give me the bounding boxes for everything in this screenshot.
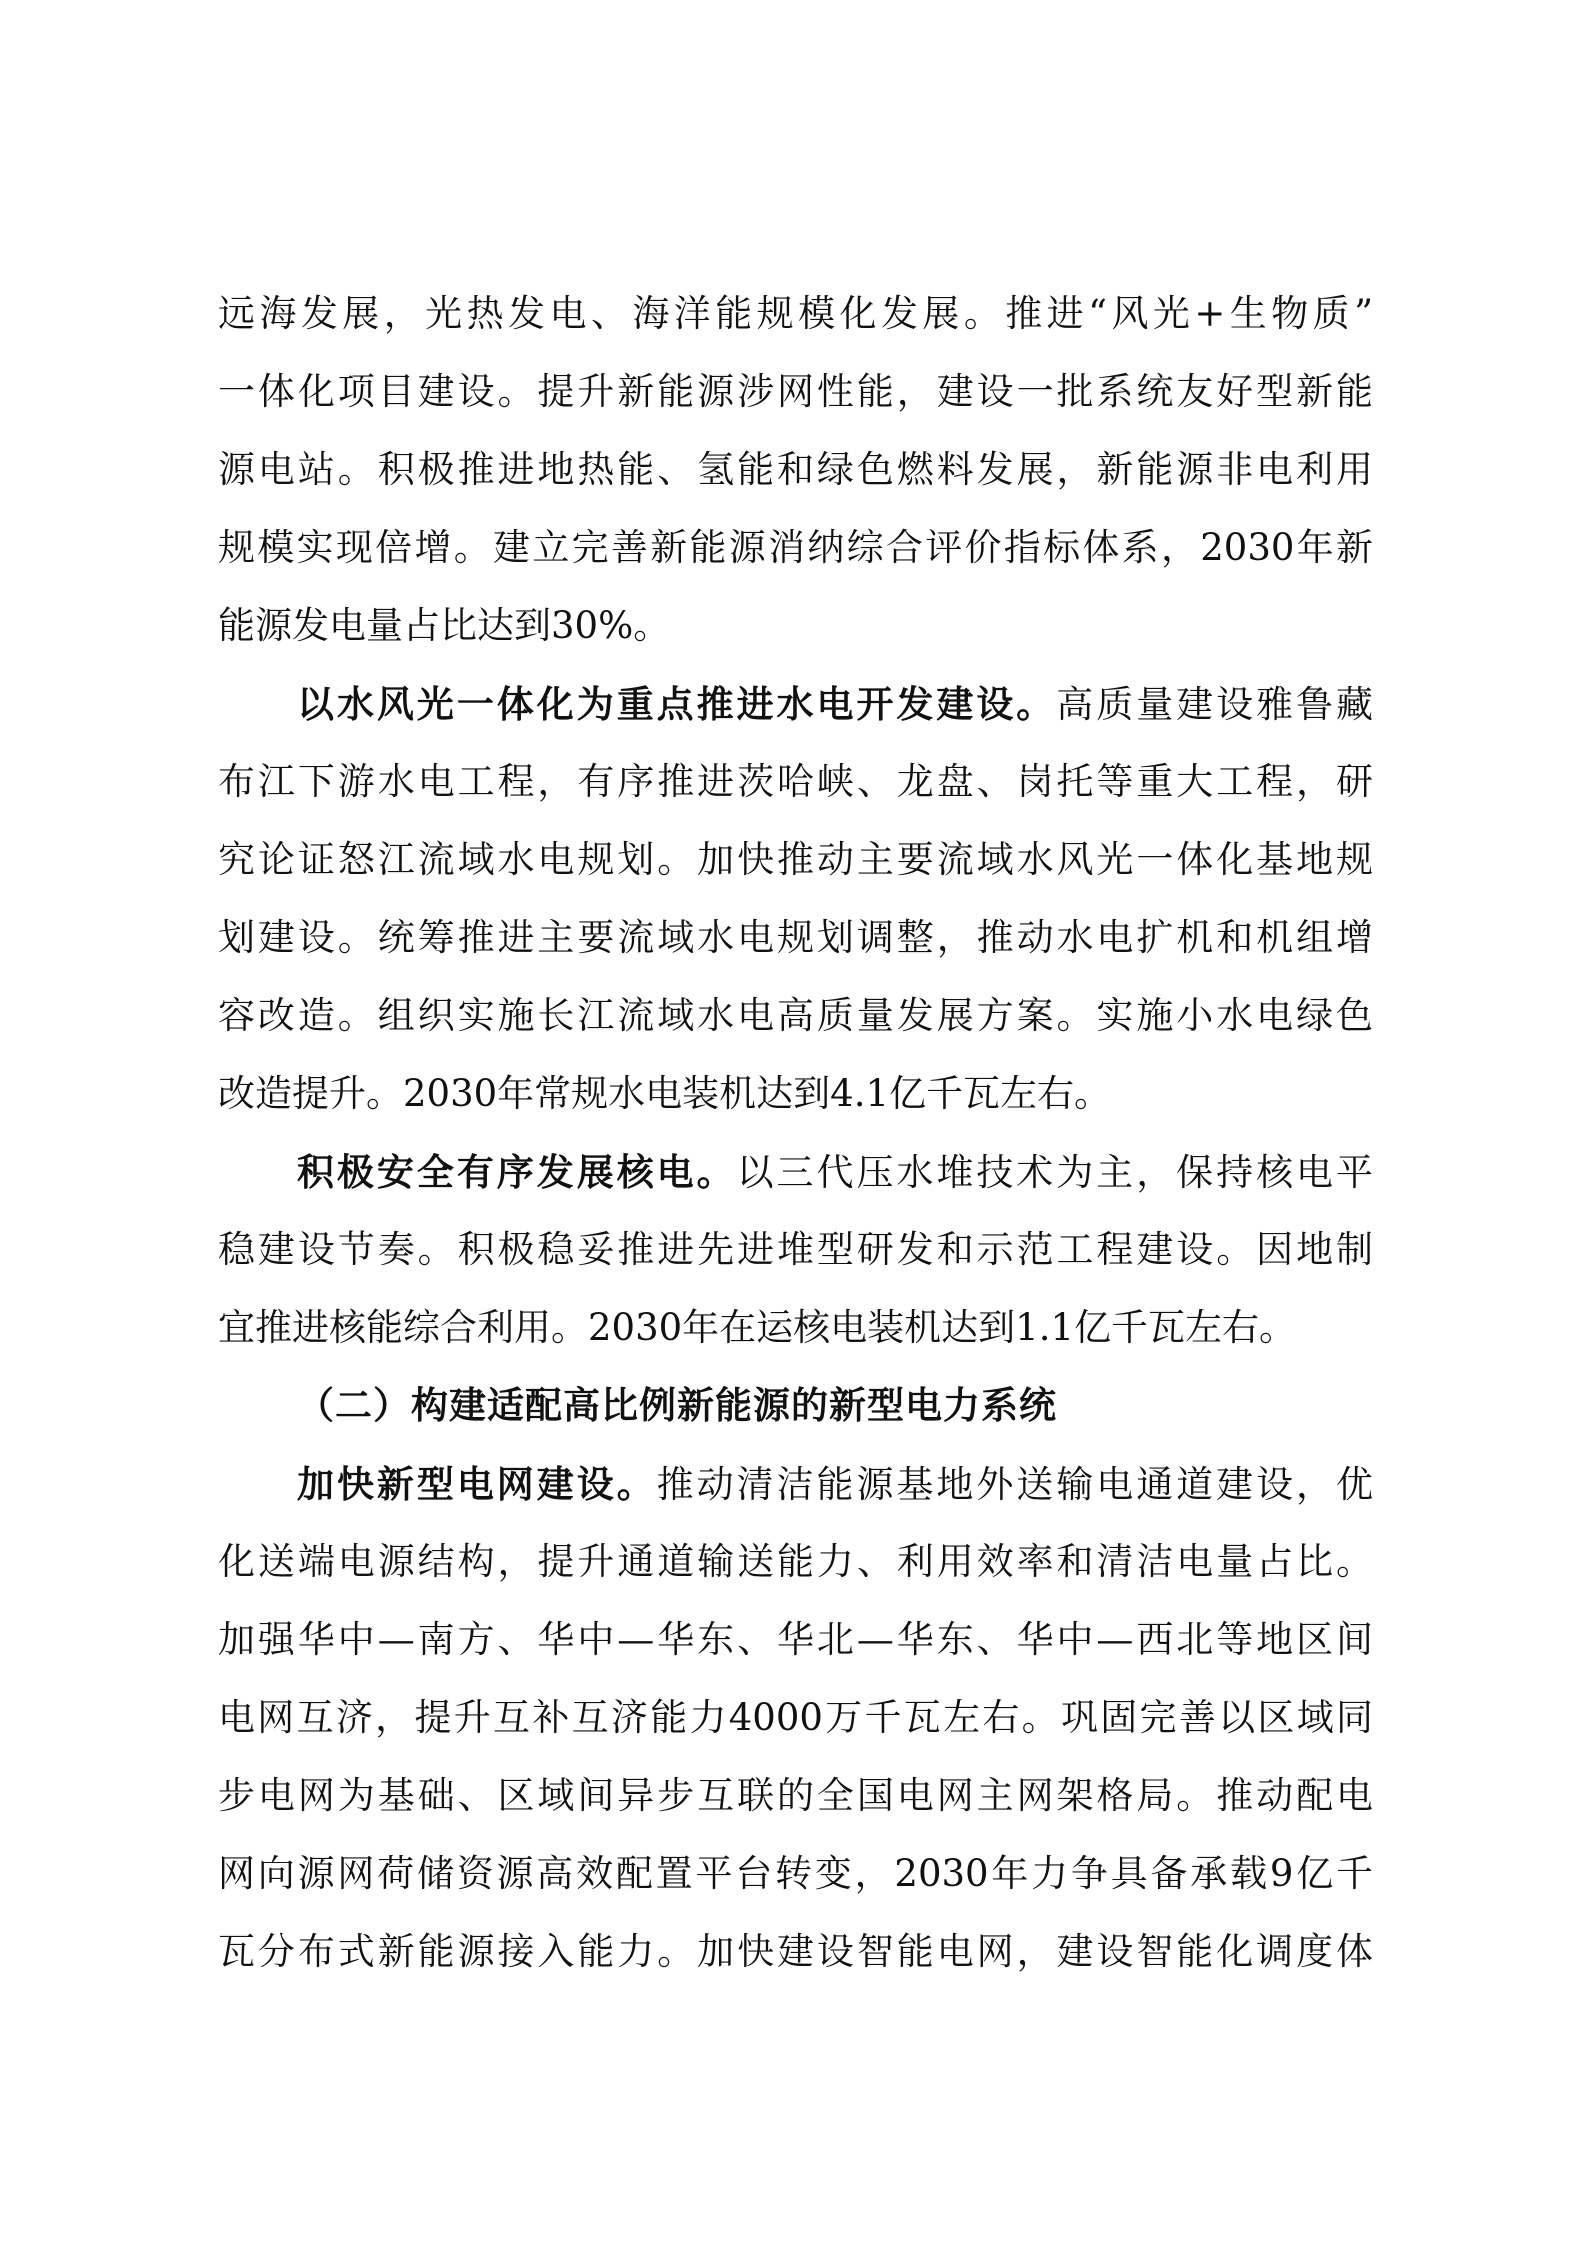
section-heading-text: （二）构建适配高比例新能源的新型电力系统 [297, 1384, 1057, 1427]
line-text: 高质量建设雅鲁藏 [1056, 683, 1374, 726]
paragraph-line [218, 1211, 1373, 1289]
document-body [218, 275, 1373, 1991]
paragraph-line [218, 1055, 1373, 1133]
line-text: 电网互济，提升互补互济能力4000万千瓦左右。巩固完善以区域同 [218, 1696, 1373, 1739]
line-text: 以三代压水堆技术为主，保持核电平 [736, 1151, 1374, 1194]
line-text: 宜推进核能综合利用。2030年在运核电装机达到1.1亿千瓦左右。 [218, 1306, 1297, 1349]
line-text: 规模实现倍增。建立完善新能源消纳综合评价指标体系，2030年新 [218, 526, 1373, 569]
line-text: 稳建设节奏。积极稳妥推进先进堆型研发和示范工程建设。因地制 [218, 1228, 1373, 1271]
paragraph-line [218, 743, 1373, 821]
line-text: 推动清洁能源基地外送输电通道建设，优 [656, 1463, 1374, 1506]
paragraph-line [218, 1757, 1373, 1835]
paragraph-first-line [218, 1445, 1373, 1523]
paragraph-line [218, 353, 1373, 431]
paragraph-line [218, 1601, 1373, 1679]
paragraph-line [218, 1835, 1373, 1913]
paragraph-line [218, 1289, 1373, 1367]
line-text: 步电网为基础、区域间异步互联的全国电网主网架格局。推动配电 [218, 1774, 1373, 1817]
line-text: 远海发展，光热发电、海洋能规模化发展。推进“风光+生物质” [218, 292, 1373, 335]
paragraph-line [218, 431, 1373, 509]
paragraph-line [218, 1523, 1373, 1601]
line-text: 加强华中—南方、华中—华东、华北—华东、华中—西北等地区间 [218, 1618, 1373, 1661]
paragraph-first-line [218, 1133, 1373, 1211]
line-text: 瓦分布式新能源接入能力。加快建设智能电网，建设智能化调度体 [218, 1930, 1373, 1973]
line-text: 源电站。积极推进地热能、氢能和绿色燃料发展，新能源非电利用 [218, 448, 1373, 491]
paragraph-line [218, 1679, 1373, 1757]
paragraph-lead-bold: 以水风光一体化为重点推进水电开发建设。 [297, 682, 1057, 726]
paragraph-line [218, 509, 1373, 587]
paragraph-line [218, 275, 1373, 353]
line-text: 究论证怒江流域水电规划。加快推动主要流域水风光一体化基地规 [218, 838, 1373, 881]
line-text: 一体化项目建设。提升新能源涉网性能，建设一批系统友好型新能 [218, 370, 1373, 413]
paragraph-line [218, 977, 1373, 1055]
paragraph-line [218, 821, 1373, 899]
section-heading [218, 1367, 1373, 1445]
line-text: 网向源网荷储资源高效配置平台转变，2030年力争具备承载9亿千 [218, 1852, 1373, 1895]
line-text: 改造提升。2030年常规水电装机达到4.1亿千瓦左右。 [218, 1072, 1112, 1115]
paragraph-lead-bold: 加快新型电网建设。 [297, 1462, 657, 1506]
line-text: 划建设。统筹推进主要流域水电规划调整，推动水电扩机和机组增 [218, 916, 1373, 959]
line-text: 能源发电量占比达到30%。 [218, 604, 671, 647]
line-text: 化送端电源结构，提升通道输送能力、利用效率和清洁电量占比。 [218, 1540, 1373, 1583]
line-text: 布江下游水电工程，有序推进茨哈峡、龙盘、岗托等重大工程，研 [218, 760, 1373, 803]
paragraph-line [218, 1913, 1373, 1991]
paragraph-lead-bold: 积极安全有序发展核电。 [297, 1150, 737, 1194]
paragraph-line [218, 899, 1373, 977]
line-text: 容改造。组织实施长江流域水电高质量发展方案。实施小水电绿色 [218, 994, 1373, 1037]
paragraph-first-line [218, 665, 1373, 743]
paragraph-line [218, 587, 1373, 665]
